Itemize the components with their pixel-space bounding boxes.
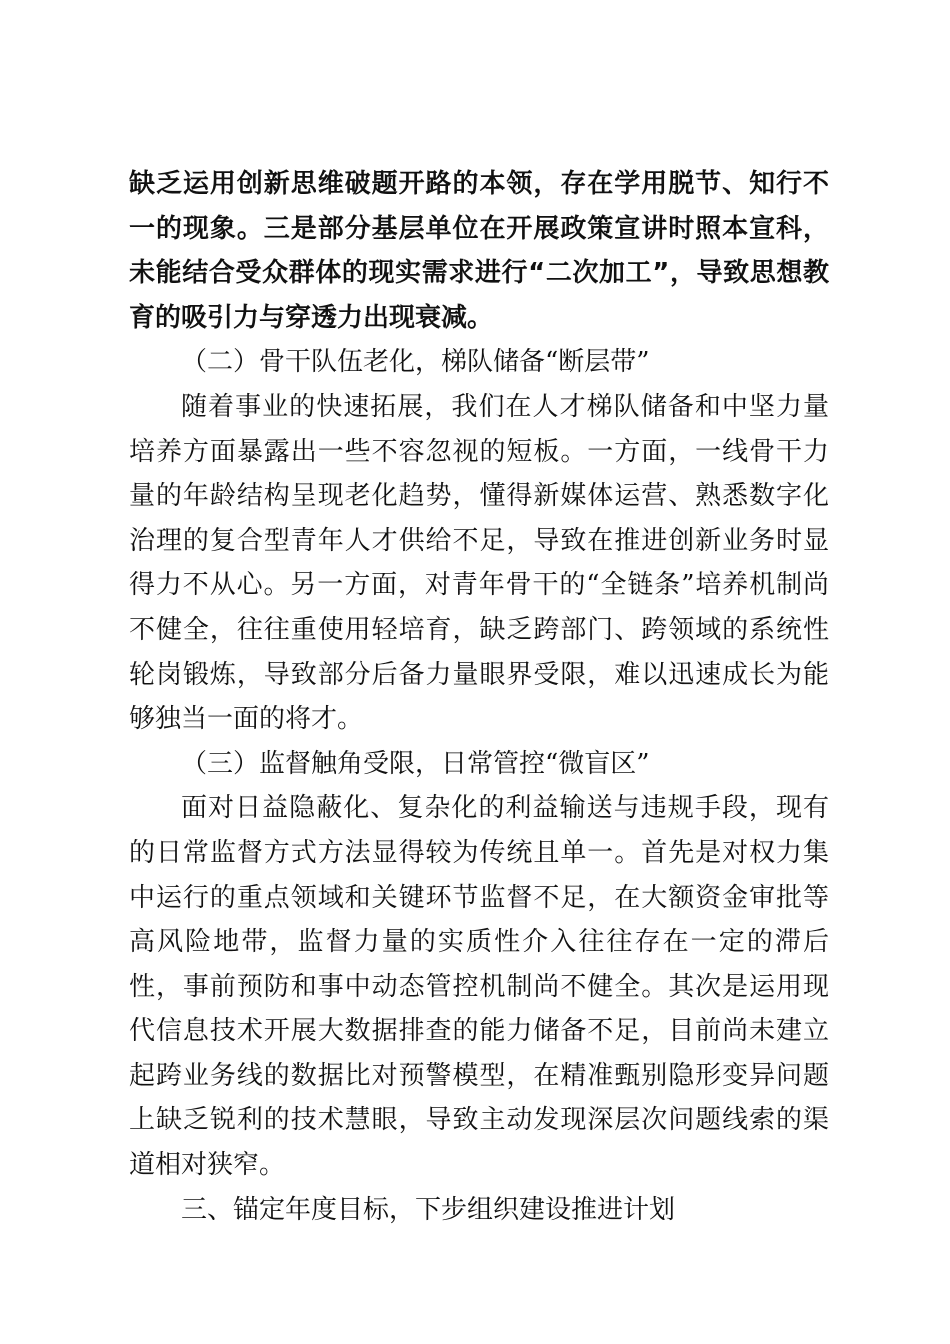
section-heading-2: （二）骨干队伍老化，梯队储备“断层带” (181, 347, 650, 378)
chapter-heading-3: 三、锚定年度目标，下步组织建设推进计划 (181, 1194, 676, 1225)
section-heading-3: （三）监督触角受限，日常管控“微盲区” (181, 748, 650, 779)
paragraph-talent-pipeline: 随着事业的快速拓展，我们在人才梯队储备和中坚力量培养方面暴露出一些不容忽视的短板。一方面，一线骨干力量的年龄结构呈现老化趋势，懂得新媒体运营、熟悉数字化治理的复合型青年人才供给不足，导致在推进创新业务时显得力不从心。另一方面，对青年骨干的“全链条”培养机制尚不健全，往往重使用轻培育，缺乏跨部门、跨领域的系统性轮岗锻炼，导致部分后备力量眼界受限，难以迅速成长为能够独当一面的将才。 (129, 391, 829, 735)
document-page (129, 162, 829, 1232)
paragraph-continuation: 缺乏运用创新思维破题开路的本领，存在学用脱节、知行不一的现象。三是部分基层单位在开展政策宣讲时照本宣科，未能结合受众群体的现实需求进行“二次加工”，导致思想教育的吸引力与穿透力出现衰减。 (129, 169, 829, 333)
paragraph-supervision: 面对日益隐蔽化、复杂化的利益输送与违规手段，现有的日常监督方式方法显得较为传统且单一。首先是对权力集中运行的重点领域和关键环节监督不足，在大额资金审批等高风险地带，监督力量的实质性介入往往存在一定的滞后性，事前预防和事中动态管控机制尚不健全。其次是运用现代信息技术开展大数据排查的能力储备不足，目前尚未建立起跨业务线的数据比对预警模型，在精准甄别隐形变异问题上缺乏锐利的技术慧眼，导致主动发现深层次问题线索的渠道相对狭窄。 (129, 793, 829, 1181)
